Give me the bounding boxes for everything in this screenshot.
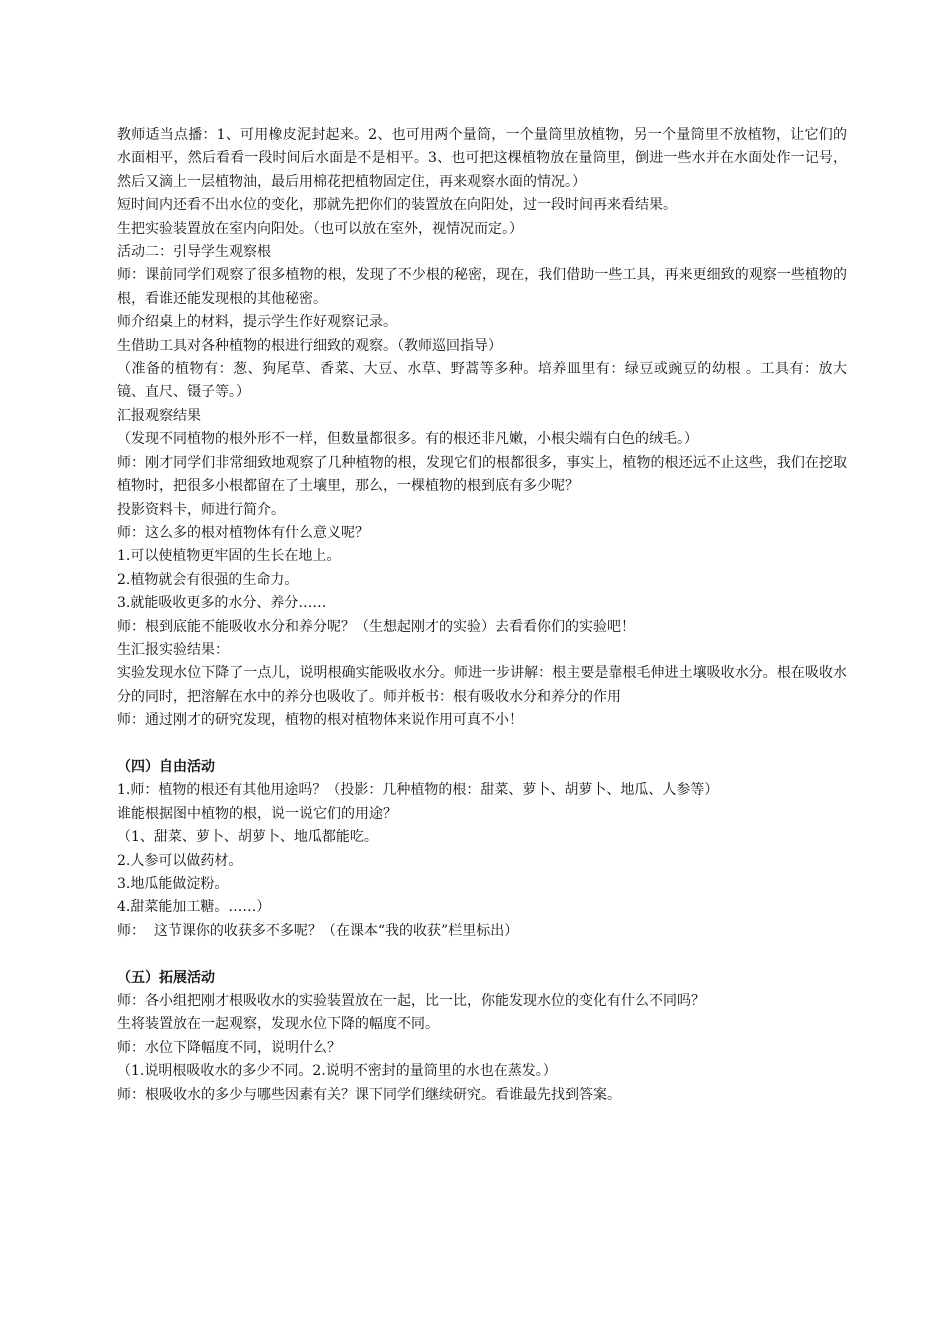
paragraph: （1.说明根吸收水的多少不同。2.说明不密封的量筒里的水也在蒸发。）	[117, 1063, 557, 1080]
paragraph: （发现不同植物的根外形不一样，但数量都很多。有的根还非凡嫩，小根尖端有白色的绒毛。）	[117, 431, 698, 448]
paragraph: 生借助工具对各种植物的根进行细致的观察。（教师巡回指导）	[117, 337, 502, 354]
list-item: （1、甜菜、萝卜、胡萝卜、地瓜都能吃。	[117, 829, 378, 846]
paragraph: 师介绍桌上的材料，提示学生作好观察记录。	[117, 314, 397, 331]
paragraph: 生把实验装置放在室内向阳处。（也可以放在室外，视情况而定。）	[117, 220, 523, 237]
section-activity-two	[117, 124, 847, 733]
paragraph: 谁能根据图中植物的根，说一说它们的用途？	[117, 805, 397, 822]
list-item: 2.人参可以做药材。	[117, 852, 243, 869]
list-item: 3.就能吸收更多的水分、养分……	[117, 595, 327, 612]
paragraph: 师：水位下降幅度不同，说明什么？	[117, 1039, 341, 1056]
paragraph: 生将装置放在一起观察，发现水位下降的幅度不同。	[117, 1016, 439, 1033]
section-spacer	[117, 943, 847, 966]
section-free-activity	[117, 756, 847, 943]
list-item: 4.甜菜能加工糖。……）	[117, 899, 271, 916]
document-page	[117, 124, 847, 1107]
paragraph: 活动二：引导学生观察根	[117, 244, 271, 261]
section-heading: （四）自由活动	[117, 758, 215, 775]
paragraph: 师： 这节课你的收获多不多呢？（在课本“我的收获”栏里标出）	[117, 922, 519, 939]
paragraph: 汇报观察结果	[117, 407, 201, 424]
paragraph: 实验发现水位下降了一点儿，说明根确实能吸收水分。师进一步讲解：根主要是靠根毛伸进土壤吸收水分。根在吸收水分的同时，把溶解在水中的养分也吸收了。师并板书：根有吸收水分和养分的作用	[117, 665, 847, 705]
paragraph: 1.师：植物的根还有其他用途吗？（投影：几种植物的根：甜菜、萝卜、胡萝卜、地瓜、人参等）	[117, 782, 719, 799]
section-extension-activity	[117, 967, 847, 1107]
list-item: 3.地瓜能做淀粉。	[117, 875, 229, 892]
section-spacer	[117, 733, 847, 756]
paragraph: 师：刚才同学们非常细致地观察了几种植物的根，发现它们的根都很多，事实上，植物的根还远不止这些，我们在挖取植物时，把很多小根都留在了土壤里，那么，一棵植物的根到底有多少呢？	[117, 454, 847, 495]
section-heading: （五）拓展活动	[117, 969, 215, 986]
paragraph: 师：根吸收水的多少与哪些因素有关？课下同学们继续研究。看谁最先找到答案。	[117, 1086, 621, 1103]
paragraph: 投影资料卡，师进行简介。	[117, 501, 285, 518]
paragraph: 生汇报实验结果：	[117, 641, 229, 658]
paragraph: 师：根到底能不能吸收水分和养分呢？（生想起刚才的实验）去看看你们的实验吧！	[117, 618, 635, 635]
paragraph: 师：各小组把刚才根吸收水的实验装置放在一起，比一比，你能发现水位的变化有什么不同吗？	[117, 993, 705, 1009]
paragraph: （准备的植物有：葱、狗尾草、香菜、大豆、水草、野蒿等多种。培养皿里有：绿豆或豌豆的幼根 。工具有：放大镜、直尺、镊子等。）	[117, 361, 847, 401]
paragraph: 教师适当点播：1、可用橡皮泥封起来。2、也可用两个量筒，一个量筒里放植物，另一个量筒里不放植物，让它们的水面相平，然后看看一段时间后水面是不是相平。3、也可把这棵植物放在量筒里，倒进一些水并在水面处作一记号，然后又滴上一层植物油，最后用棉花把植物固定住，再来观察水面的情况。）	[117, 127, 847, 190]
list-item: 1.可以使植物更牢固的生长在地上。	[117, 548, 341, 565]
paragraph: 短时间内还看不出水位的变化，那就先把你们的装置放在向阳处，过一段时间再来看结果。	[117, 197, 677, 214]
list-item: 2.植物就会有很强的生命力。	[117, 571, 299, 588]
paragraph: 师：这么多的根对植物体有什么意义呢？	[117, 524, 369, 541]
paragraph: 师：通过刚才的研究发现，植物的根对植物体来说作用可真不小！	[117, 712, 523, 729]
paragraph: 师：课前同学们观察了很多植物的根，发现了不少根的秘密，现在，我们借助一些工具，再来更细致的观察一些植物的根，看谁还能发现根的其他秘密。	[117, 267, 847, 307]
